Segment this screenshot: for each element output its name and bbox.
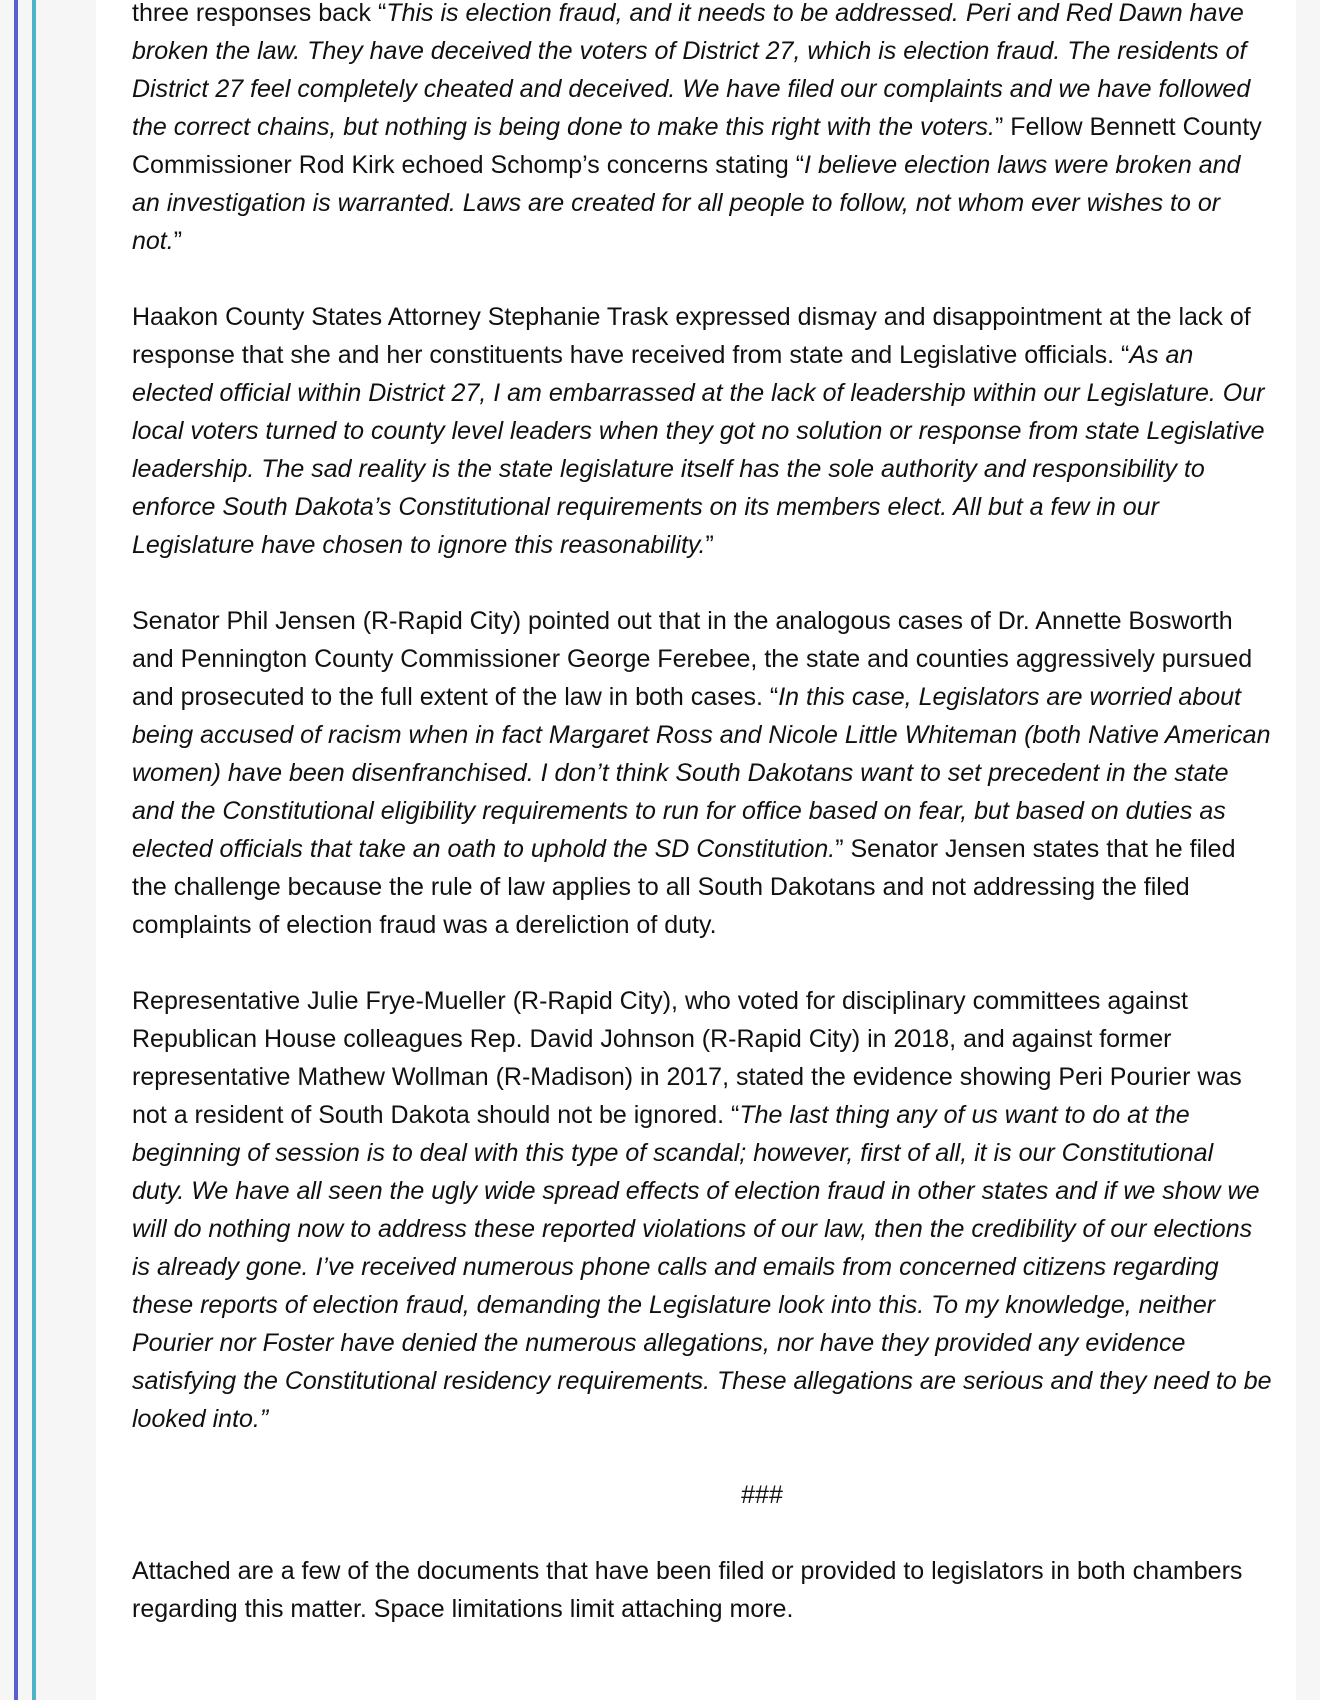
press-release-text: [132, 0, 1272, 1628]
left-border-teal: [32, 0, 36, 1700]
paragraph-states-attorney: Haakon County States Attorney Stephanie Trask expressed dismay and disappointment at the lack of response that she and her constituents have received from state and Legislative officials. “As an elected official within District 27, I am embarrassed at the lack of leadership within our Legislature. Our local voters turned to county level leaders when they got no solution or response from state Legislative leadership. The sad reality is the state legislature itself has the sole authority and responsibility to enforce South Dakota’s Constitutional requirements on its members elect. All but a few in our Legislature have chosen to ignore this reasonability.”: [132, 303, 1265, 559]
paragraph-county-commissioners: three responses back “This is election fraud, and it needs to be addressed. Peri and Red Dawn have broken the law. They have deceived the voters of District 27, which is election fraud. The residents of District 27 feel completely cheated and deceived. We have filed our complaints and we have followed the correct chains, but nothing is being done to make this right with the voters.” Fellow Bennett County Commissioner Rod Kirk echoed Schomp’s concerns stating “I believe election laws were broken and an investigation is warranted. Laws are created for all people to follow, not whom ever wishes to or not.”: [132, 0, 1262, 255]
paragraph-senator-jensen: Senator Phil Jensen (R-Rapid City) pointed out that in the analogous cases of Dr. Annette Bosworth and Pennington County Commissioner George Ferebee, the state and counties aggressively pursued and prosecuted to the full extent of the law in both cases. “In this case, Legislators are worried about being accused of racism when in fact Margaret Ross and Nicole Little Whiteman (both Native American women) have been disenfranchised. I don’t think South Dakotans want to set precedent in the state and the Constitutional eligibility requirements to run for office based on fear, but based on duties as elected officials that take an oath to uphold the SD Constitution.” Senator Jensen states that he filed the challenge because the rule of law applies to all South Dakotans and not addressing the filed complaints of election fraud was a dereliction of duty.: [132, 607, 1271, 939]
paragraph-representative-frye-mueller: Representative Julie Frye-Mueller (R-Rapid City), who voted for disciplinary committees against Republican House colleagues Rep. David Johnson (R-Rapid City) in 2018, and against former representative Mathew Wollman (R-Madison) in 2017, stated the evidence showing Peri Pourier was not a resident of South Dakota should not be ignored. “The last thing any of us want to do at the beginning of session is to deal with this type of scandal; however, first of all, it is our Constitutional duty. We have all seen the ugly wide spread effects of election fraud in other states and if we show we will do nothing now to address these reported violations of our law, then the credibility of our elections is already gone. I’ve received numerous phone calls and emails from concerned citizens regarding these reports of election fraud, demanding the Legislature look into this. To my knowledge, neither Pourier nor Foster have denied the numerous allegations, nor have they provided any evidence satisfying the Constitutional residency requirements. These allegations are serious and they need to be looked into.”: [132, 987, 1272, 1433]
end-separator: ###: [741, 1481, 783, 1509]
closing-paragraph: Attached are a few of the documents that have been filed or provided to legislators in both chambers regarding this matter. Space limitations limit attaching more.: [132, 1557, 1243, 1623]
left-border-blue: [14, 0, 18, 1700]
